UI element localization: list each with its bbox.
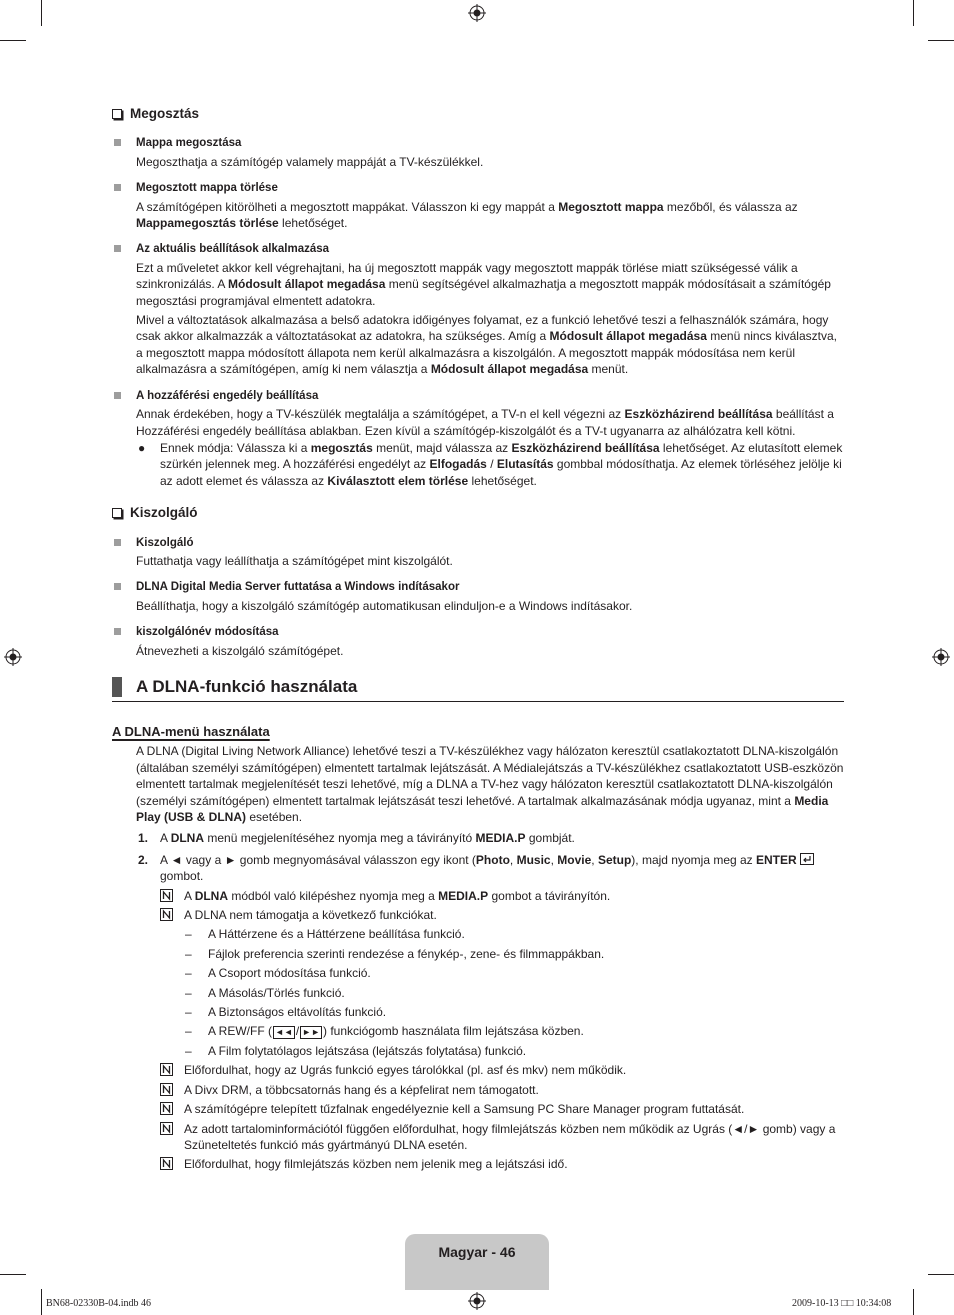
note-item: Az adott tartalominformációtól függően előfordulhat, hogy filmlejátszás közben nem működik az Ugrás (◄/► gomb) vagy a Szüneteltetés funkció más gyártmányú DLNA esetén. xyxy=(112,1121,844,1154)
step-item: 1. A DLNA menü megjelenítéséhez nyomja meg a távirányító MEDIA.P gombját. xyxy=(138,831,575,846)
list-item xyxy=(112,241,844,377)
checkbox-bullet-icon xyxy=(112,109,122,119)
registration-mark-icon xyxy=(468,4,486,22)
crop-mark xyxy=(41,0,42,26)
page-number-tab xyxy=(405,1234,549,1290)
note-icon xyxy=(160,1102,173,1115)
imprint-file: BN68-02330B-04.indb 46 xyxy=(46,1298,151,1309)
section-heading-server xyxy=(112,505,844,521)
note-icon xyxy=(160,908,173,921)
registration-mark-icon xyxy=(4,648,22,666)
item-title: Megosztott mappa törlése xyxy=(136,182,278,195)
square-bullet-icon xyxy=(114,539,121,546)
intro-paragraph: A DLNA (Digital Living Network Alliance) lehetővé teszi a TV-készülékhez vagy hálózaton keresztül csatlakoztatott DLNA-kiszolgálón (általában személyi számítógépen) elmentett tartalmak lejátszását. A Médialejátszás a TV-készülékhez csatlakoztatott USB-eszközön elmentett tartalmak megjelenítését teszi lehetővé, míg a DLNA a TV-hez vagy hálózaton keresztül csatlakoztatott DLNA-kiszolgálón (személyi számítógépen) elmentett tartalmak lejátszását teszi lehetővé. A tartalmak alkalmazásának módja ugyanaz, mint a Media Play (USB & DLNA) esetében. xyxy=(136,744,844,824)
square-bullet-icon xyxy=(114,628,121,635)
dash-item: – A Film folytatólagos lejátszása (lejátszás folytatása) funkció. xyxy=(185,1043,527,1058)
dash-item: – A Biztonságos eltávolítás funkció. xyxy=(185,1005,387,1020)
page-number: Magyar - 46 xyxy=(438,1244,516,1260)
list-item xyxy=(112,535,844,570)
dash-item: – A REW/FF ( ◄◄ / ►► ) funkciógomb használata film lejátszása közben. xyxy=(185,1024,584,1039)
note-icon xyxy=(160,1083,173,1096)
square-bullet-icon xyxy=(114,245,121,252)
section-heading-sharing xyxy=(112,106,844,122)
fast-forward-icon: ►► xyxy=(302,1027,320,1038)
square-bullet-icon xyxy=(114,139,121,146)
registration-mark-icon xyxy=(932,648,950,666)
dash-item: – Fájlok preferencia szerinti rendezése a fénykép-, zene- és filmmappákban. xyxy=(185,946,605,961)
item-body: Annak érdekében, hogy a TV-készülék megtalálja a számítógépet, a TV-n el kell végezni az Eszközházirend beállítása beállítást a Hozzáférési engedély beállítása ablakban. Ezen kívül a számítógép-kiszolgálót és a TV-t ugyanarra az alhálózatra kell kötni. xyxy=(136,407,834,438)
imprint-timestamp: 2009-10-13 □□ 10:34:08 xyxy=(792,1298,892,1309)
item-body: Beállíthatja, hogy a kiszolgáló számítógép automatikusan elinduljon-e a Windows indításakor. xyxy=(136,598,633,613)
item-body: Futtathatja vagy leállíthatja a számítógépet mint kiszolgálót. xyxy=(136,553,453,568)
note-icon xyxy=(160,889,173,902)
note-item: A DLNA módból való kilépéshez nyomja meg a MEDIA.P gombot a távirányítón. xyxy=(112,888,844,904)
square-bullet-icon xyxy=(114,392,121,399)
item-body: Ezt a műveletet akkor kell végrehajtani, ha új megosztott mappák vagy megosztott mappák törlése miatt szükségessé válik a szinkronizálás. A Módosult állapot megadása menü segítségével alkalmazhatja a megosztott mappák módosításait a számítógép megosztási programjával elmentett adatokra. xyxy=(136,260,831,308)
square-bullet-icon xyxy=(114,184,121,191)
section-heading-text: Kiszolgáló xyxy=(130,505,198,521)
note-icon xyxy=(160,1063,173,1076)
rewind-icon: ◄◄ xyxy=(275,1027,293,1038)
item-title: Mappa megosztása xyxy=(136,137,242,150)
crop-mark xyxy=(928,40,954,41)
note-item: A Divx DRM, a többcsatornás hang és a képfelirat nem támogatott. xyxy=(112,1082,844,1098)
dash-item: – A Háttérzene és a Háttérzene beállítása funkció. xyxy=(185,927,465,942)
list-item xyxy=(112,579,844,614)
note-item: A DLNA nem támogatja a következő funkciókat. xyxy=(112,907,844,923)
crop-mark xyxy=(41,1289,42,1315)
chapter-heading xyxy=(112,677,844,702)
dash-item: – A Másolás/Törlés funkció. xyxy=(185,985,345,1000)
crop-mark xyxy=(0,40,26,41)
item-title: DLNA Digital Media Server futtatása a Windows indításakor xyxy=(136,581,460,594)
subsection-title: A DLNA-menü használata xyxy=(112,723,270,739)
bullet-dot-icon: ● xyxy=(138,440,146,455)
note-item: A számítógépre telepített tűzfalnak engedélyeznie kell a Samsung PC Share Manager program futtatását. xyxy=(112,1101,844,1117)
note-item: Előfordulhat, hogy filmlejátszás közben nem jelenik meg a lejátszási idő. xyxy=(112,1156,844,1172)
note-icon xyxy=(160,1122,173,1135)
list-item xyxy=(112,135,844,170)
list-item xyxy=(112,180,844,231)
note-icon xyxy=(160,1157,173,1170)
item-title: Az aktuális beállítások alkalmazása xyxy=(136,243,330,256)
heading-bar-icon xyxy=(112,677,122,697)
note-item: Előfordulhat, hogy az Ugrás funkció egyes tárolókkal (pl. asf és mkv) nem működik. xyxy=(112,1062,844,1078)
dash-item: – A Csoport módosítása funkció. xyxy=(185,966,371,981)
item-title: A hozzáférési engedély beállítása xyxy=(136,389,319,402)
bullet-item: ● Ennek módja: Válassza ki a megosztás menüt, majd válassza az Eszközházirend beállítása lehetőséget. Az elutasított elemek szürkén jelennek meg. A hozzáférési engedélyt az Elfogadás / Elutasítás gombbal módosíthatja. Az elemek törléséhez jelölje ki az adott elemet és válassza az Kiválasztott elem törlése lehetőséget. xyxy=(138,440,843,488)
list-item xyxy=(112,624,844,659)
item-title: Kiszolgáló xyxy=(136,536,194,549)
page-content xyxy=(112,106,844,1173)
checkbox-bullet-icon xyxy=(112,508,122,518)
enter-key-icon xyxy=(800,853,814,865)
crop-mark xyxy=(928,1274,954,1275)
chapter-title: A DLNA-funkció használata xyxy=(136,676,358,696)
item-body: Átnevezheti a kiszolgáló számítógépet. xyxy=(136,643,344,658)
crop-mark xyxy=(913,0,914,26)
square-bullet-icon xyxy=(114,583,121,590)
item-title: kiszolgálónév módosítása xyxy=(136,626,279,639)
crop-mark xyxy=(0,1274,26,1275)
item-body: A számítógépen kitörölheti a megosztott mappákat. Válasszon ki egy mappát a Megosztott mappa mezőből, és válassza az Mappamegosztás törlése lehetőséget. xyxy=(136,199,798,231)
section-heading-text: Megosztás xyxy=(130,106,200,121)
registration-mark-icon xyxy=(468,1292,486,1310)
item-body: Megoszthatja a számítógép valamely mappáját a TV-készülékkel. xyxy=(136,154,484,169)
item-body: Mivel a változtatások alkalmazása a belső adatokra időigényes folyamat, ez a funkció lehetővé teszi a felhasználók számára, hogy csak akkor alkalmazzák a változtatásokat az adatokra, ha szükséges. Amíg a Módosult állapot megadása menü nincs kiválasztva, a megosztott mappa módosított állapota nem kerül alkalmazásra a kiszolgálón. A megosztott mappák módosítása nem kerül alkalmazásra a számítógépen, amíg ki nem választja a Módosult állapot megadása menüt. xyxy=(136,313,837,377)
step-number: 1. xyxy=(138,831,149,846)
step-item: 2. A ◄ vagy a ► gomb megnyomásával válasszon egy ikont (Photo, Music, Movie, Setup), majd nyomja meg az ENTER gombot. xyxy=(112,852,844,885)
crop-mark xyxy=(913,1289,914,1315)
step-number: 2. xyxy=(138,852,149,867)
list-item xyxy=(112,388,844,489)
